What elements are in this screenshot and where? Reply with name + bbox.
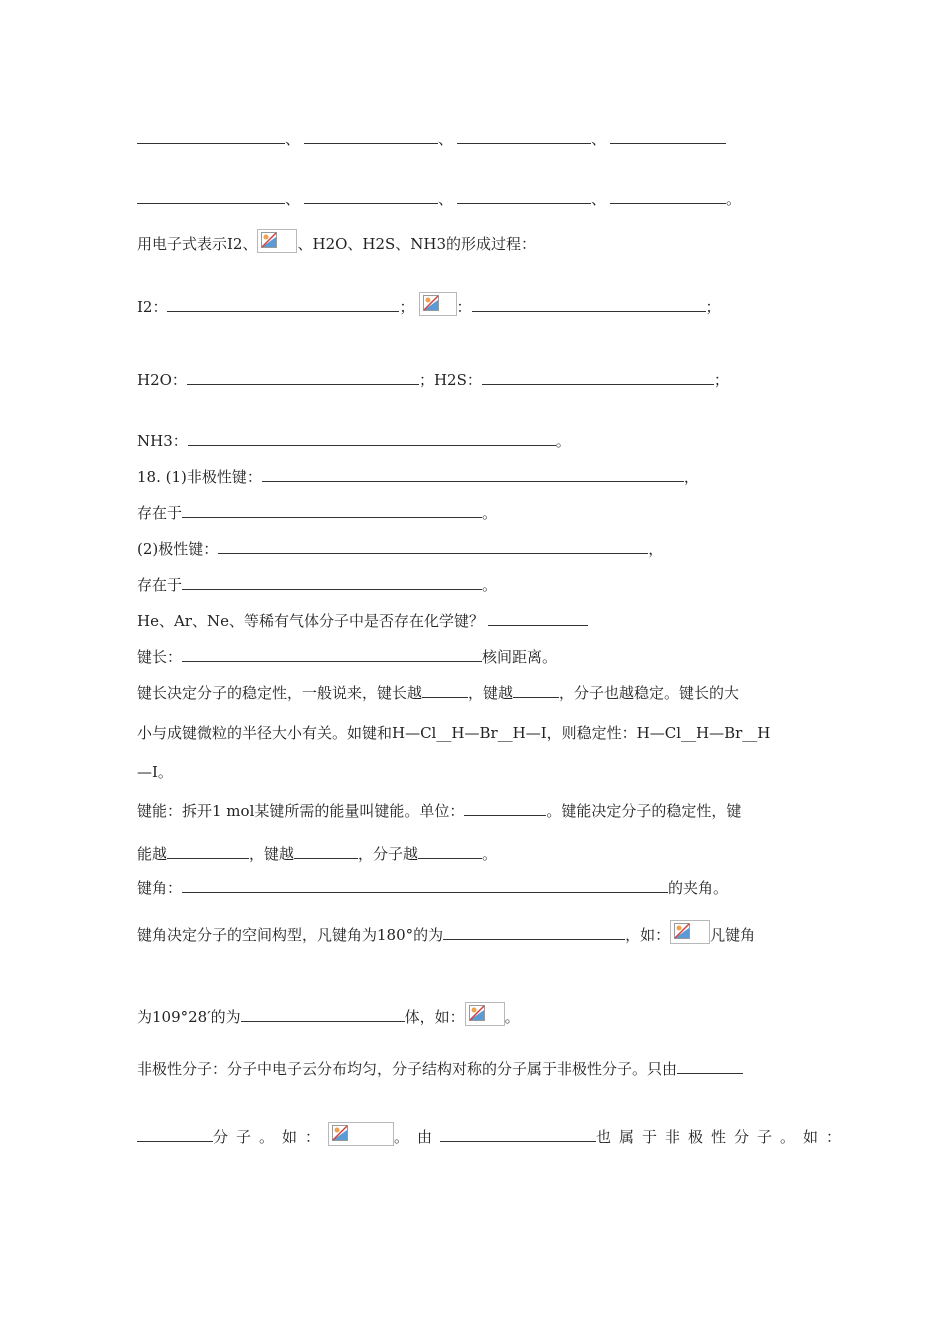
broken-image-icon	[465, 1002, 505, 1026]
comma: ，	[683, 468, 699, 486]
broken-image-icon	[257, 229, 297, 253]
q18-polar-bond	[137, 538, 663, 560]
bond-length-stability-3	[137, 761, 173, 783]
bond-length-tail: 核间距离。	[482, 648, 558, 666]
text: 小与成键微粒的半径大小有关。如键和H—Cl__H—Br__H—I，则稳定性：H—Cl__H—Br__H	[137, 724, 771, 742]
text: 体，如：	[404, 1008, 465, 1026]
blank[interactable]	[137, 128, 285, 144]
h2o-h2s-row	[137, 369, 729, 391]
separator: 、	[438, 190, 454, 208]
blank[interactable]	[443, 924, 625, 940]
nonpolar-molecule-row-2	[137, 1122, 849, 1148]
blank[interactable]	[241, 1006, 405, 1022]
blank[interactable]	[610, 128, 726, 144]
blank[interactable]	[182, 877, 668, 893]
blank[interactable]	[488, 610, 588, 626]
semicolon: ；	[713, 371, 729, 389]
blank[interactable]	[167, 843, 249, 859]
text: 分子。如：	[213, 1128, 329, 1146]
period: 。	[482, 845, 498, 863]
label-h2o: H2O：	[137, 371, 187, 389]
bond-length-stability-1	[137, 682, 739, 704]
text: 非极性分子：分子中电子云分布均匀，分子结构对称的分子属于非极性分子。只由	[137, 1060, 678, 1078]
q18-label: 18. (1)非极性键：	[137, 468, 262, 486]
prompt-text: 用电子式表示I2、	[137, 235, 258, 253]
blank[interactable]	[182, 502, 482, 518]
text: ，分子也越稳定。键长的大	[559, 684, 740, 702]
text: 。键能决定分子的稳定性，键	[546, 802, 742, 820]
q18-nonpolar-bond	[137, 466, 699, 488]
bond-angle-row	[137, 877, 728, 899]
blank[interactable]	[167, 296, 399, 312]
label-h2s: H2S：	[433, 371, 482, 389]
comma: ，	[648, 540, 664, 558]
text: 也属于非极性分子。如：	[596, 1128, 850, 1146]
semicolon: ；	[399, 298, 415, 316]
blank[interactable]	[418, 843, 482, 859]
bond-angle-shape-1	[137, 920, 755, 946]
bond-length-label: 键长：	[137, 648, 183, 666]
blank[interactable]	[422, 682, 468, 698]
exists-in-row-1	[137, 502, 497, 524]
blank[interactable]	[262, 466, 684, 482]
blank[interactable]	[472, 296, 706, 312]
blank[interactable]	[137, 1126, 213, 1142]
blank[interactable]	[294, 843, 358, 859]
separator: 、	[438, 130, 454, 148]
nh3-row	[137, 430, 571, 452]
bond-angle-tail: 的夹角。	[668, 879, 729, 897]
blank[interactable]	[610, 188, 726, 204]
blanks-row-2	[137, 188, 741, 210]
colon: ：	[456, 298, 472, 316]
text: 能越	[137, 845, 168, 863]
period: 。	[726, 190, 742, 208]
exists-label: 存在于	[137, 576, 183, 594]
text: 键能：拆开1 mol某键所需的能量叫键能。单位：	[137, 802, 465, 820]
text: 为109°28′的为	[137, 1008, 241, 1026]
text: 凡键角	[710, 926, 756, 944]
period: 。	[555, 432, 571, 450]
broken-image-icon	[328, 1122, 394, 1146]
text: 键角决定分子的空间构型，凡键角为180°的为	[137, 926, 444, 944]
blank[interactable]	[457, 188, 591, 204]
bond-length-stability-2	[137, 722, 770, 744]
blank[interactable]	[513, 682, 559, 698]
exists-label: 存在于	[137, 504, 183, 522]
separator: 、	[285, 190, 301, 208]
blank[interactable]	[188, 430, 556, 446]
exists-in-row-2	[137, 574, 497, 596]
blank[interactable]	[440, 1126, 596, 1142]
blank[interactable]	[304, 188, 438, 204]
period: 。	[504, 1008, 520, 1026]
blanks-row-1	[137, 128, 726, 150]
noble-gas-question	[137, 610, 588, 632]
blank[interactable]	[482, 369, 714, 385]
nonpolar-molecule-row-1	[137, 1058, 743, 1080]
text: —I。	[137, 763, 173, 781]
noble-text: He、Ar、Ne、等稀有气体分子中是否存在化学键？	[137, 612, 484, 630]
separator: 、	[591, 130, 607, 148]
separator: 、	[285, 130, 301, 148]
period: 。	[482, 576, 498, 594]
blank[interactable]	[304, 128, 438, 144]
bond-length-row	[137, 646, 557, 668]
semicolon: ；	[418, 371, 434, 389]
label-nh3: NH3：	[137, 432, 188, 450]
label-i2: I2：	[137, 298, 168, 316]
separator: 、	[591, 190, 607, 208]
period: 。	[482, 504, 498, 522]
text: 键长决定分子的稳定性，一般说来，键长越	[137, 684, 423, 702]
text: ，如：	[625, 926, 671, 944]
text: ，分子越	[358, 845, 419, 863]
blank[interactable]	[464, 800, 546, 816]
i2-row	[137, 292, 721, 318]
text: ，键越	[249, 845, 295, 863]
blank[interactable]	[182, 574, 482, 590]
bond-energy-row-2	[137, 843, 497, 865]
bond-energy-row-1	[137, 800, 741, 822]
blank[interactable]	[137, 188, 285, 204]
q18b-label: (2)极性键：	[137, 540, 219, 558]
blank[interactable]	[457, 128, 591, 144]
blank[interactable]	[677, 1058, 743, 1074]
electron-formula-prompt	[137, 229, 536, 255]
semicolon: ；	[705, 298, 721, 316]
bond-angle-shape-2	[137, 1002, 520, 1028]
broken-image-icon	[419, 292, 457, 316]
blank[interactable]	[182, 646, 482, 662]
text: 。由	[394, 1128, 441, 1146]
bond-angle-label: 键角：	[137, 879, 183, 897]
blank[interactable]	[187, 369, 419, 385]
text: ，键越	[468, 684, 514, 702]
blank[interactable]	[218, 538, 648, 554]
broken-image-icon	[670, 920, 710, 944]
prompt-text-2: 、H2O、H2S、NH3的形成过程：	[297, 235, 537, 253]
